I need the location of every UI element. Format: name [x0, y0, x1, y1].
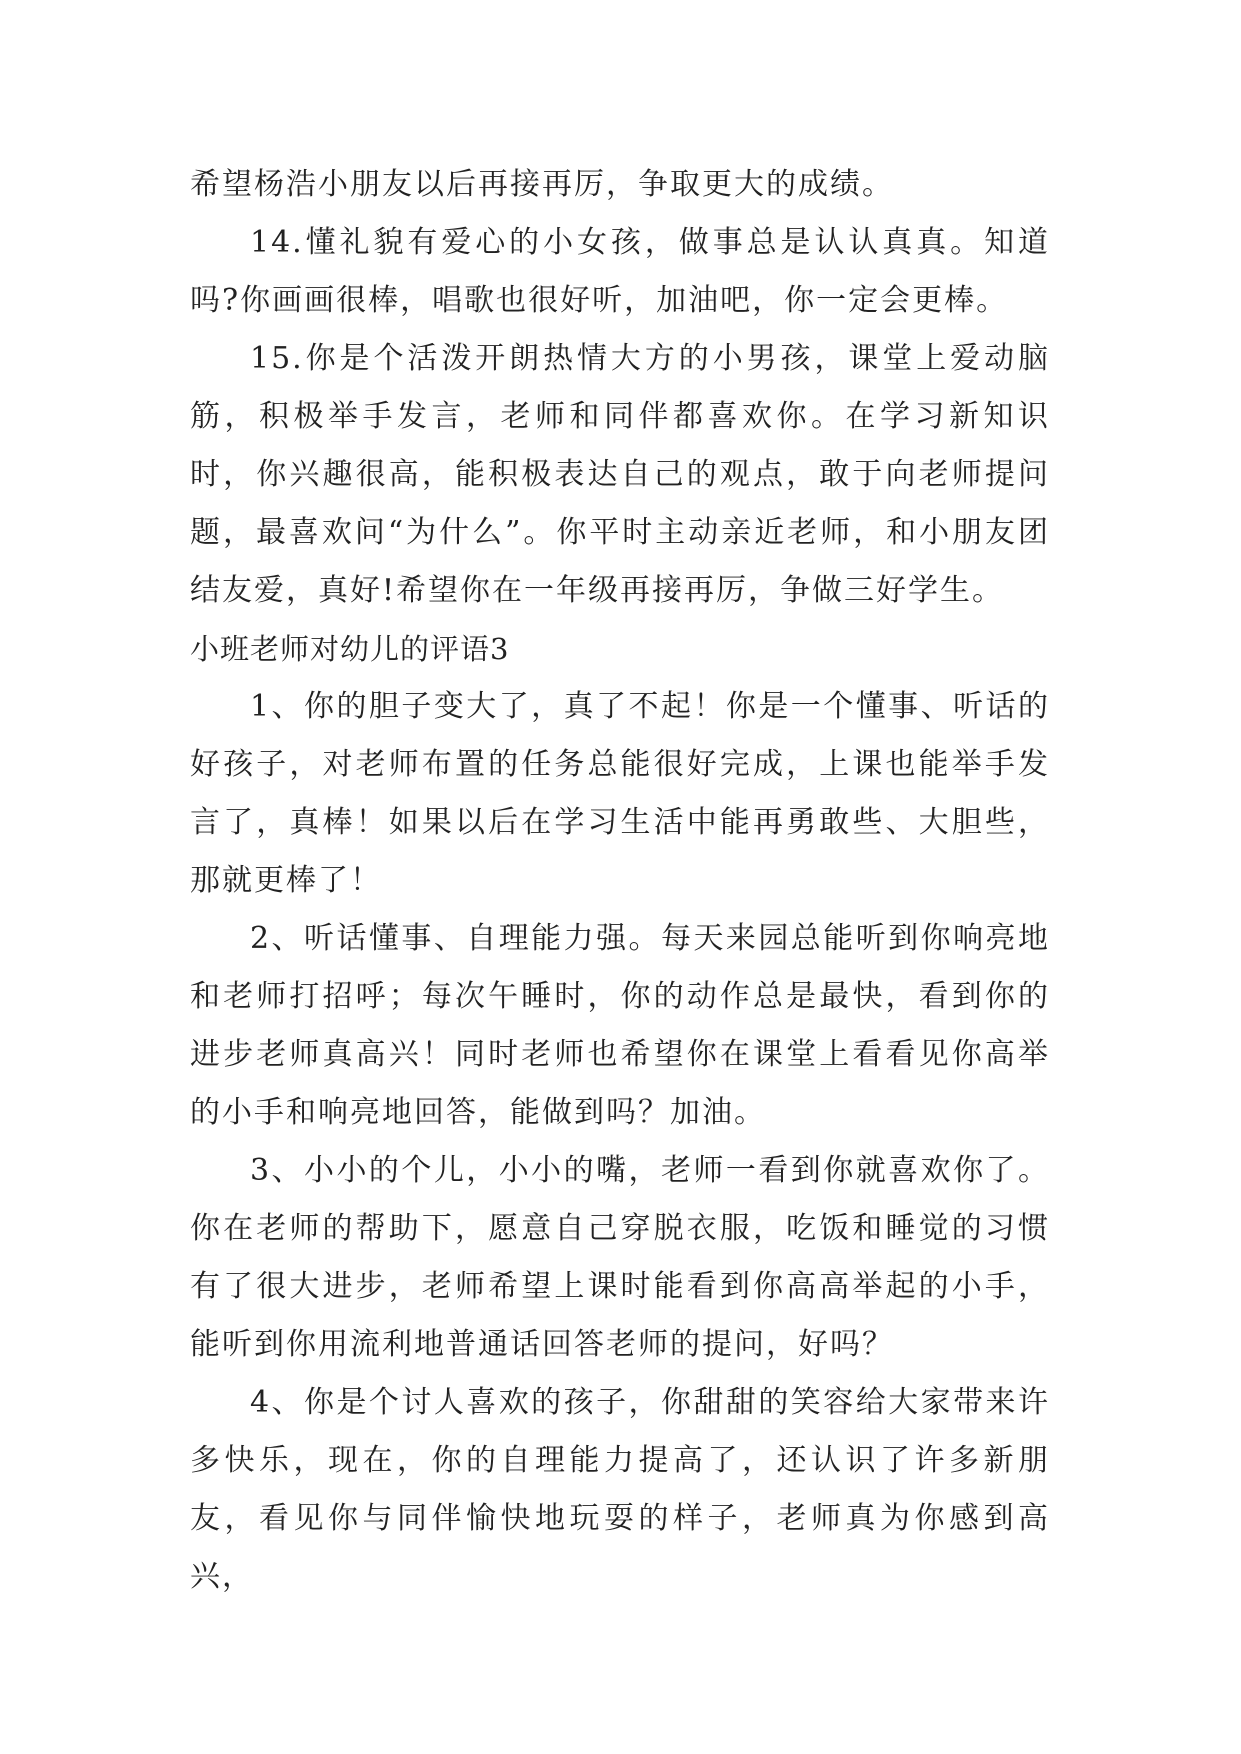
- paragraph-continuation: 希望杨浩小朋友以后再接再厉，争取更大的成绩。: [190, 167, 894, 202]
- document-body: [190, 156, 1050, 1606]
- paragraph-item-3: 3、小小的个儿，小小的嘴，老师一看到你就喜欢你了。你在老师的帮助下，愿意自己穿脱衣服，吃饭和睡觉的习惯有了很大进步，老师希望上课时能看到你高高举起的小手，能听到你用流利地普通话回答老师的提问，好吗？: [190, 1153, 1050, 1362]
- section-heading: 小班老师对幼儿的评语3: [190, 632, 510, 666]
- paragraph-item-4: 4、你是个讨人喜欢的孩子，你甜甜的笑容给大家带来许多快乐，现在，你的自理能力提高了，还认识了许多新朋友，看见你与同伴愉快地玩耍的样子，老师真为你感到高兴，: [190, 1385, 1050, 1594]
- paragraph-item-1: 1、你的胆子变大了，真了不起！你是一个懂事、听话的好孩子，对老师布置的任务总能很好完成，上课也能举手发言了，真棒！如果以后在学习生活中能再勇敢些、大胆些，那就更棒了！: [190, 689, 1050, 898]
- paragraph-item-15: 15.你是个活泼开朗热情大方的小男孩，课堂上爱动脑筋，积极举手发言，老师和同伴都喜欢你。在学习新知识时，你兴趣很高，能积极表达自己的观点，敢于向老师提问题，最喜欢问“为什么”。你平时主动亲近老师，和小朋友团结友爱，真好!希望你在一年级再接再厉，争做三好学生。: [190, 341, 1050, 608]
- paragraph-item-14: 14.懂礼貌有爱心的小女孩，做事总是认认真真。知道吗?你画画很棒，唱歌也很好听，加油吧，你一定会更棒。: [190, 225, 1050, 318]
- paragraph-item-2: 2、听话懂事、自理能力强。每天来园总能听到你响亮地和老师打招呼；每次午睡时，你的动作总是最快，看到你的进步老师真高兴！同时老师也希望你在课堂上看看见你高举的小手和响亮地回答，能做到吗？加油。: [190, 921, 1050, 1130]
